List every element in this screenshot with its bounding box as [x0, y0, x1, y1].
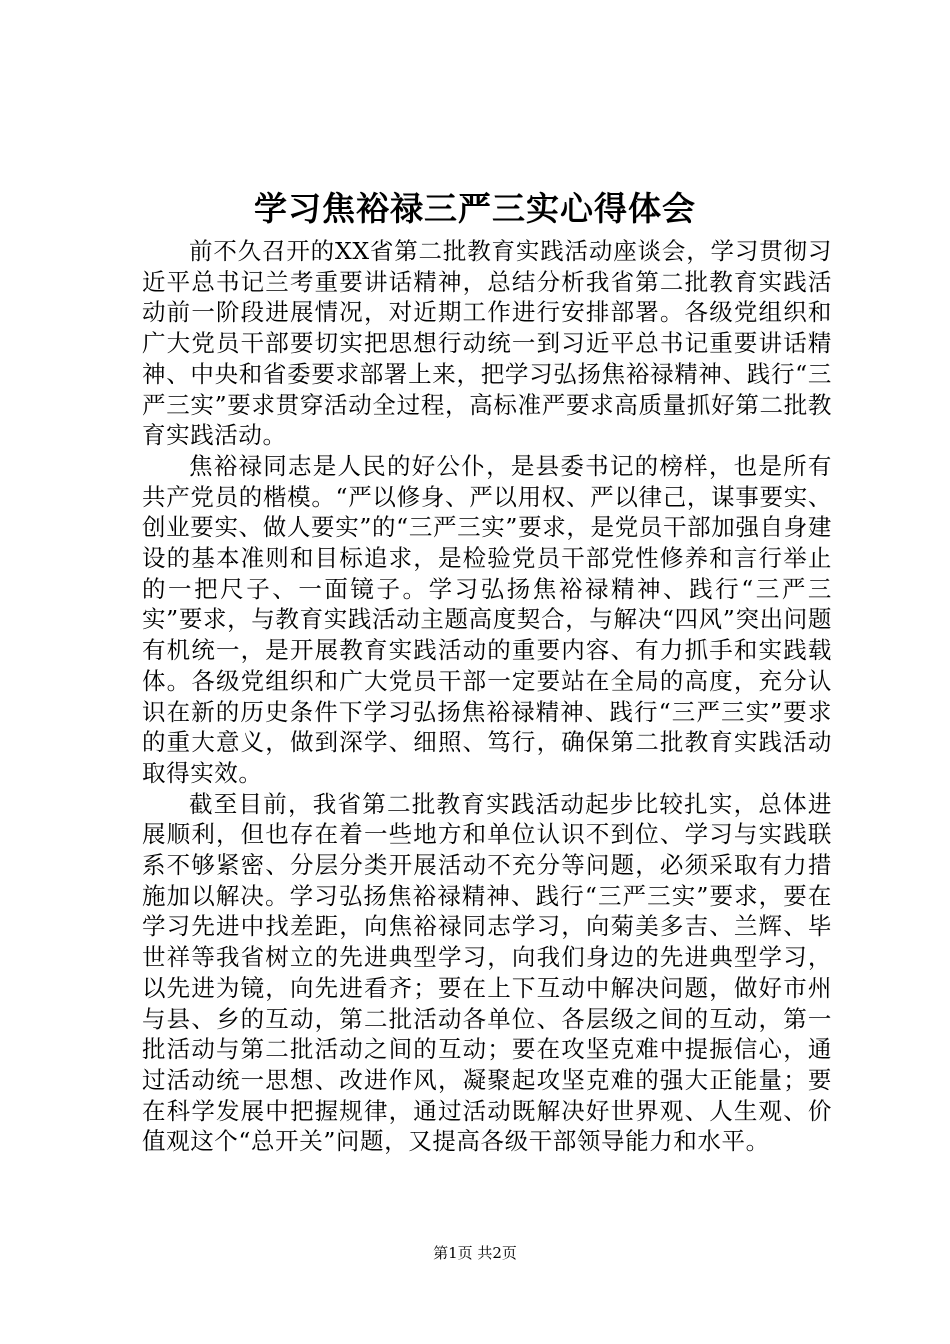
paragraph-1: 前不久召开的XX省第二批教育实践活动座谈会，学习贯彻习近平总书记兰考重要讲话精神，总结分析我省第二批教育实践活动前一阶段进展情况，对近期工作进行安排部署。各级党组织和广大党员干部要切实把思想行动统一到习近平总书记重要讲话精神、中央和省委要求部署上来，把学习弘扬焦裕禄精神、践行“三严三实”要求贯穿活动全过程，高标准严要求高质量抓好第二批教育实践活动。: [142, 237, 832, 450]
page-footer: 第1页 共2页: [433, 1244, 517, 1262]
document-body: [142, 236, 832, 1157]
document-title: 学习焦裕禄三严三实心得体会: [254, 189, 696, 228]
paragraph-3: 截至目前，我省第二批教育实践活动起步比较扎实，总体进展顺利，但也存在着一些地方和单位认识不到位、学习与实践联系不够紧密、分层分类开展活动不充分等问题，必须采取有力措施加以解决。学习弘扬焦裕禄精神、践行“三严三实”要求，要在学习先进中找差距，向焦裕禄同志学习，向菊美多吉、兰辉、毕世祥等我省树立的先进典型学习，向我们身边的先进典型学习，以先进为镜，向先进看齐；要在上下互动中解决问题，做好市州与县、乡的互动，第二批活动各单位、各层级之间的互动，第一批活动与第二批活动之间的互动；要在攻坚克难中提振信心，通过活动统一思想、改进作风，凝聚起攻坚克难的强大正能量；要在科学发展中把握规律，通过活动既解决好世界观、人生观、价值观这个“总开关”问题，又提高各级干部领导能力和水平。: [142, 789, 832, 1156]
paragraph-2: 焦裕禄同志是人民的好公仆，是县委书记的榜样，也是所有共产党员的楷模。“严以修身、严以用权、严以律己，谋事要实、创业要实、做人要实”的“三严三实”要求，是党员干部加强自身建设的基本准则和目标追求，是检验党员干部党性修养和言行举止的一把尺子、一面镜子。学习弘扬焦裕禄精神、践行“三严三实”要求，与教育实践活动主题高度契合，与解决“四风”突出问题有机统一，是开展教育实践活动的重要内容、有力抓手和实践载体。各级党组织和广大党员干部一定要站在全局的高度，充分认识在新的历史条件下学习弘扬焦裕禄精神、践行“三严三实”要求的重大意义，做到深学、细照、笃行，确保第二批教育实践活动取得实效。: [142, 451, 832, 787]
